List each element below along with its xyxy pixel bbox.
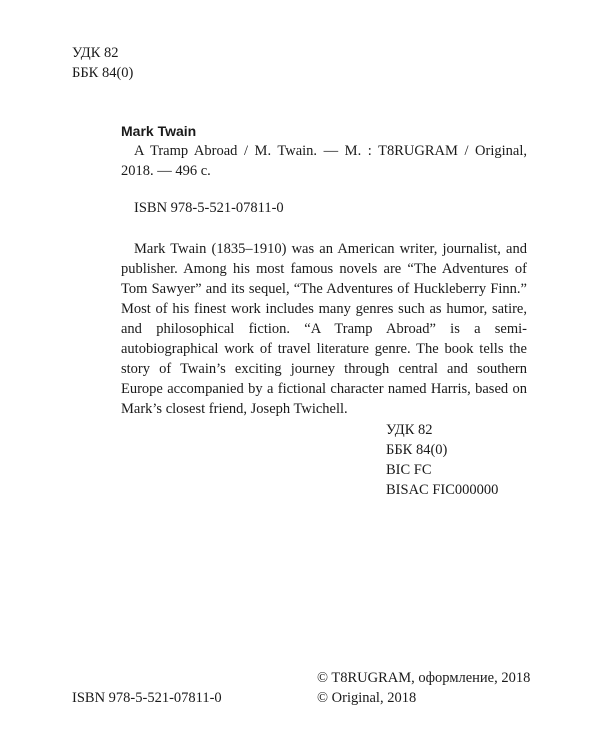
bibliographic-record	[121, 121, 527, 419]
bbk-code: ББК 84(0)	[72, 65, 134, 81]
bic-code: BIC FC	[386, 462, 432, 478]
copyright-original: © Original, 2018	[317, 690, 417, 706]
copyright-block	[317, 668, 530, 708]
bibliographic-entry: A Tramp Abroad / M. Twain. — M. : T8RUGRAM / Original, 2018. — 496 c.	[121, 143, 527, 179]
annotation-text: Mark Twain (1835–1910) was an American writer, journalist, and publisher. Among his most famous novels are “The Adventures of Tom Sawyer” and its sequel, “The Adventures of Huckleberry Finn.” Most of his finest work includes many genres such as humor, satire, and philosophical fiction. “A Tramp Abroad” is a semi-autobiographical work of travel literature genre. The book tells the story of Twain’s exciting journey through central and southern Europe accompanied by a fictional character named Harris, based on Mark’s closest friend, Joseph Twichell.	[121, 241, 527, 417]
bbk-code-right: ББК 84(0)	[386, 442, 448, 458]
bisac-code: BISAC FIC000000	[386, 482, 499, 498]
copyright-design: © T8RUGRAM, оформление, 2018	[317, 670, 531, 686]
classification-codes-top	[72, 43, 133, 83]
isbn-record: ISBN 978-5-521-07811-0	[134, 200, 284, 216]
classification-codes-right	[386, 420, 498, 500]
udk-code-right: УДК 82	[386, 422, 433, 438]
author-name: Mark Twain	[121, 123, 197, 139]
udk-code: УДК 82	[72, 45, 119, 61]
isbn-footer: ISBN 978-5-521-07811-0	[72, 690, 222, 706]
